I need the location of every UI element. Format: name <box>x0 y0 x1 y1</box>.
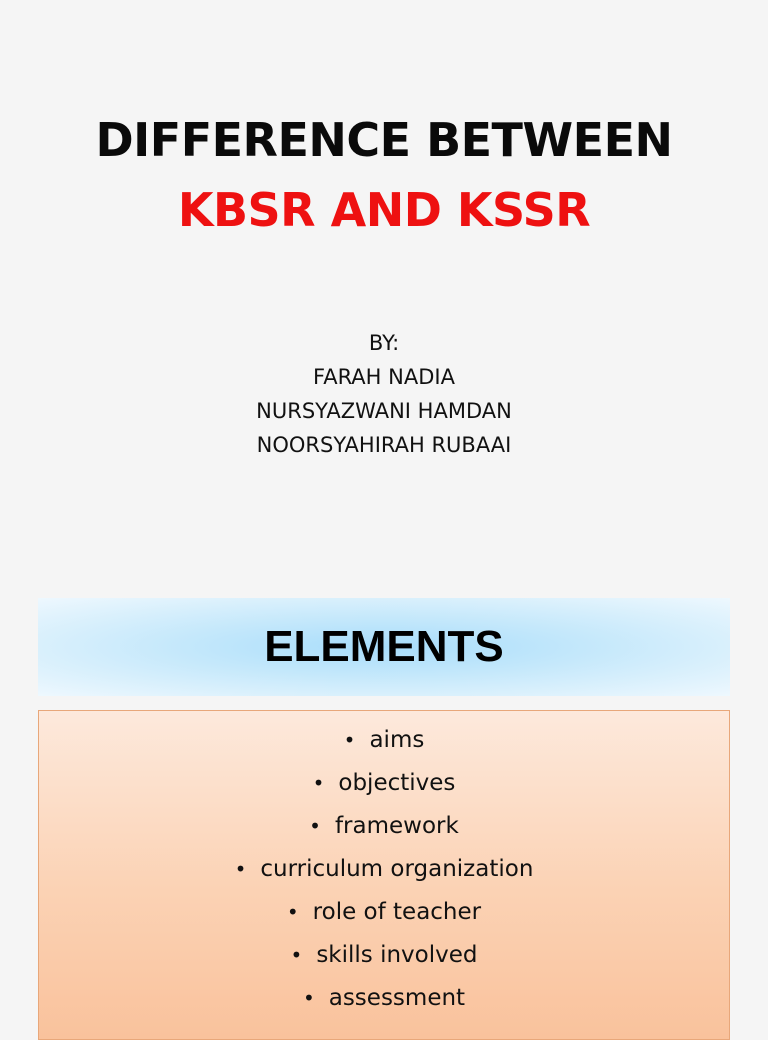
list-item <box>39 762 729 805</box>
list-item <box>39 719 729 762</box>
bullet-icon: • <box>309 814 321 838</box>
elements-box <box>38 710 730 1040</box>
author-by-label: BY: <box>368 331 400 355</box>
bullet-icon: • <box>286 900 299 924</box>
list-item <box>39 977 729 1020</box>
list-item <box>39 848 729 891</box>
list-item-text: assessment <box>328 985 466 1011</box>
author-name: NURSYAZWANI HAMDAN <box>256 399 512 423</box>
list-item <box>39 891 729 934</box>
section-banner <box>38 598 730 696</box>
list-item-text: skills involved <box>316 942 478 968</box>
bullet-icon: • <box>234 857 247 881</box>
bullet-icon: • <box>343 728 356 752</box>
section-heading: ELEMENTS <box>264 622 504 671</box>
list-item-text: curriculum organization <box>260 856 534 882</box>
author-name: NOORSYAHIRAH RUBAAI <box>256 433 512 457</box>
list-item-text: role of teacher <box>312 899 482 925</box>
slide-title: DIFFERENCE BETWEEN <box>95 113 673 167</box>
list-item <box>39 805 729 848</box>
bullet-icon: • <box>290 943 303 967</box>
bullet-icon: • <box>312 771 325 795</box>
list-item-text: aims <box>369 727 425 753</box>
list-item-text: objectives <box>338 770 456 796</box>
author-list <box>0 326 768 462</box>
slide-title-highlight: KBSR AND KSSR <box>177 183 591 237</box>
list-item <box>39 934 729 977</box>
list-item-text: framework <box>334 813 459 839</box>
elements-list <box>39 719 729 1020</box>
bullet-icon: • <box>302 986 315 1010</box>
author-name: FARAH NADIA <box>313 365 455 389</box>
